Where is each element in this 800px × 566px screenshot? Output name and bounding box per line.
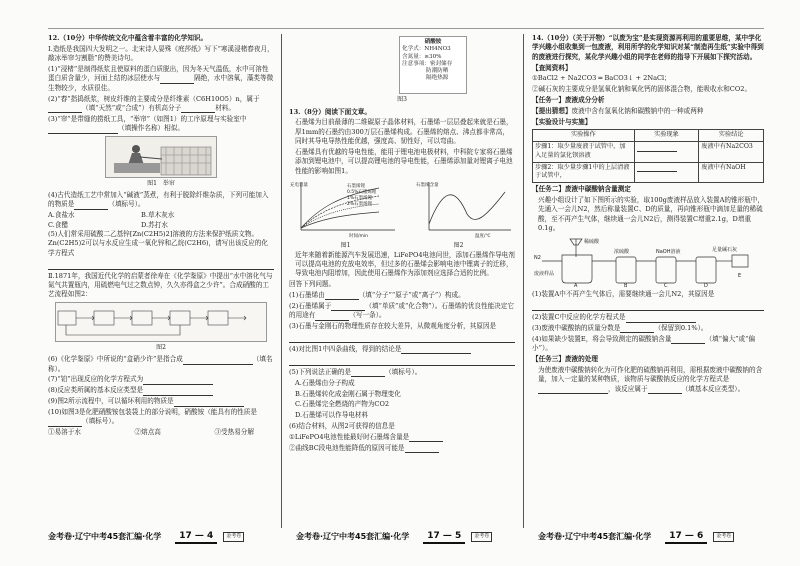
footer-page-number: 17 — 4 [175, 530, 217, 545]
task-2-title: 【任务二】废液中碳酸钠含量测定 [532, 185, 631, 194]
answer-blank[interactable] [74, 202, 108, 210]
figure-3-caption: 图3 [397, 96, 407, 103]
figure-2-flow-diagram [56, 303, 266, 341]
task-2-sub1: (1)装置A中不再产生气体后，需要继续通一会儿N2，其原因是 [532, 290, 715, 299]
footer-page-4 [48, 530, 244, 544]
figure-1-illustration [106, 137, 216, 177]
answer-blank[interactable] [174, 399, 244, 407]
q12-heading: 12.（10分）中华传统文化中蕴含着丰富的化学知识。 [48, 34, 208, 42]
fig3-line: 隔绝热源 [426, 75, 449, 82]
q13-heading: 13.（8分）阅读下面文章。 [289, 107, 371, 116]
option-c[interactable]: C.食醋 [48, 220, 69, 229]
fig3-line: 注意事项：密封储存 [402, 60, 453, 67]
option-b[interactable]: B.石墨烯转化成金刚石属于物理变化 [295, 389, 401, 398]
answer-line[interactable] [532, 301, 764, 311]
column-divider [523, 34, 524, 528]
label-sample: 废液样品 [534, 271, 555, 278]
q13-paragraph-1: 石墨烯为目前最薄的二维碳原子晶体材料，石墨烯一层层叠起来就是石墨，厚1mm的石墨约由300万层石墨烯构成。石墨烯的熔点、沸点都非常高，同时其导电导热性能优越，强度高、韧性好，可以弯曲。 [295, 118, 513, 146]
q12-sub10: (10)如图3是化肥硝酸铵包装袋上的部分说明，硝酸铵（能具有的性质是（填标号）。 [48, 408, 257, 426]
q12-sub3: (3)“帘”是带缝的捞纸工具，“举帘”（如图1）的工序原理与实验室中（填操作名称）相似。 [48, 114, 247, 133]
figure-3-fertilizer-label [399, 36, 467, 94]
answer-blank[interactable] [409, 434, 443, 442]
q13-sub1: (1)石墨烯由 （填“分子”“原子”或“离子”）构成。 [289, 290, 465, 299]
q13-charts [289, 178, 515, 240]
q13-sub3: (3)石墨与金刚石的物理性质存在较大差异，从微观角度分析，其原因是 [289, 322, 497, 331]
chart1-legend: 0.5%石墨烯锂 [347, 190, 377, 196]
experiment-table [532, 129, 764, 183]
chart1-legend: 石墨烯锂 [347, 184, 365, 190]
q13-sub2: (2)石墨烯属于 （填“单质”或“化合物”）。石墨烯的优良性能决定它的用途有 （写一条）。 [289, 301, 514, 320]
figure-2-process-flow [55, 302, 267, 342]
letter-a: A [574, 283, 578, 288]
footer-page-number: 17 — 5 [423, 530, 465, 545]
q12-sub1: (1)“浸楮”是制得纸浆且使原料的蛋白质脱出，因为冬天气温低，水中可溶性蛋白质含量少，河面上结的冰层使水与 隔绝，水中溶氧，藻类等微生物较少，水质很佳。 [48, 65, 274, 92]
footer-brand: 金考卷·辽宁中考45套汇编·化学 [48, 532, 162, 542]
answer-blank[interactable] [351, 369, 385, 377]
answer-blank[interactable] [48, 419, 82, 427]
label-n2: N2 [534, 255, 541, 262]
table-row [533, 162, 764, 183]
footer-page-5 [296, 530, 492, 544]
answer-blank[interactable] [620, 325, 654, 333]
option-b[interactable]: B.草木灰水 [141, 211, 175, 220]
task-2-sub4: (4)如果缺少装置E，将会导致测定的碳酸钠含量 （填“偏大”或“偏小”）。 [532, 334, 756, 353]
task-1-title: 【任务一】废液成分分析 [532, 96, 605, 105]
fig3-line: 化学式：NH4NO3 [402, 46, 451, 53]
design-title: 【实验设计与实施】 [532, 117, 592, 126]
q12-sub7: (7)“铂”出现反应的化学方程式为 [48, 375, 274, 384]
chart-1-caption: 图1 [340, 242, 351, 250]
fig3-line: 防潮防晒 [426, 68, 449, 75]
q13-chart-captions [289, 242, 515, 251]
q12-sub2: (2)“舂”指捣纸浆，树皮纤维的主要成分是纤维素（C6H10O5）n，属于（填“天然”或“合成”）有机高分子 材料。 [48, 94, 260, 113]
chart-2-performance-curve [415, 178, 515, 240]
answer-line[interactable] [289, 333, 515, 343]
letter-c: C [664, 283, 668, 288]
option-c[interactable]: C.石墨烯完全燃烧的产物为CO2 [295, 400, 390, 409]
task-2-sub3: (3)废液中碳酸钠的质量分数是 （保留到0.1%）。 [532, 324, 708, 333]
option-d[interactable]: D.石墨烯可以作导电材料 [295, 411, 369, 420]
answer-blank[interactable] [671, 336, 705, 344]
figure-2-caption: 图2 [156, 343, 166, 351]
footer-page-number: 17 — 6 [665, 530, 707, 545]
q12-sub9: (9)图2所示流程中，可以循环利用的物质是 [48, 397, 274, 406]
q12-sub5: (5)人们常采用硫酸二乙基锌[Zn(C2H5)2]溶液的方法来保护纸质文物。Zn(C2H5)2可以与水反应生成一氧化锌和乙烷(C2H6)，请写出该反应的化学方程式 [48, 230, 268, 257]
label-conc-acid: 浓硫酸 [614, 249, 630, 256]
table-header: 实验结论 [699, 130, 764, 142]
header-rule [48, 28, 764, 29]
q12-sub10-options [48, 428, 274, 437]
q13-sub6: (6)结合材料，从图2可获得的信息是 [289, 422, 395, 431]
label-soda-lime: 足量碱石灰 [712, 247, 738, 254]
column-question-14 [532, 34, 764, 528]
option-d[interactable]: D.苏打水 [141, 220, 168, 229]
q12-sub4: (4)古代造纸工艺中常加入“碱液”蒸煮，有利于脱除纤维杂质，下列可能加入的物质是 （填标号）。 [48, 191, 269, 209]
option-a[interactable]: A.食盐水 [48, 211, 75, 220]
label-dilute-acid: 稀硫酸 [584, 239, 600, 246]
answer-blank[interactable] [183, 357, 253, 365]
answer-blank[interactable] [401, 346, 471, 354]
label-naoh: NaOH溶液 [656, 249, 681, 256]
footer-logo: 金考卷 [713, 532, 734, 541]
footer-logo: 金考卷 [471, 532, 492, 541]
answer-blank[interactable] [181, 105, 215, 113]
answer-blank[interactable] [538, 386, 608, 394]
footer-brand: 金考卷·辽宁中考45套汇编·化学 [538, 532, 652, 542]
task-3-title: 【任务三】废液的处理 [532, 355, 598, 364]
chart1-xlabel: 时间/min [349, 234, 369, 240]
column-question-13 [289, 34, 515, 528]
chart2-xlabel: 温度/℃ [475, 234, 491, 240]
q12-part2-intro: Ⅱ.1871年，我国近代化学的启蒙者徐寿在《化学鉴原》中提出“水中溶化气与氮气共置瓶内，用硫燃电气过之数点钟，久久亦得盒之少许”。合成硝酸的工艺流程如图2： [48, 271, 273, 299]
q12-sub8: (8)反应类所属的基本反应类型是 [48, 386, 274, 395]
chart-1-capacity-curves [289, 178, 399, 240]
table-cell: 废液中有NaOH [699, 162, 764, 183]
answer-line[interactable] [289, 356, 515, 366]
q12-sub4-options [48, 211, 274, 230]
answer-blank[interactable] [648, 386, 682, 394]
answer-blank[interactable] [325, 292, 359, 300]
table-header: 实验现象 [634, 130, 699, 142]
reference-title: 【查阅资料】 [532, 63, 572, 72]
q14-heading: 14.（10分）（关于开物）“以废为宝”是实现资源再利用的重要思维，某中学化学兴趣小组收集到一包废液，利用所学的化学知识对某“制造再生纸”实验中得到的废液进行探究，某化学兴趣小组的同学在老师的指导下开展如下探究活动。 [532, 34, 764, 61]
letter-e: E [738, 273, 742, 280]
answer-blank[interactable] [405, 445, 439, 453]
fig3-line: 含氮量：≥30% [402, 53, 442, 60]
table-cell: 废液中有Na2CO3 [699, 142, 764, 163]
answer-blank[interactable] [315, 313, 349, 321]
answer-blank[interactable] [143, 377, 213, 385]
chart2-ylabel: 石墨烯含量 [416, 183, 439, 189]
chart1-legend: 2%石墨烯锂 [347, 202, 373, 208]
table-header: 实验操作 [533, 130, 635, 142]
q13-paragraph-2: 石墨烯具有优越的导电性能，能用于锂电池电极材料，中科院专家将石墨烯添加到锂电池中，可以提高锂电池的导电性能，石墨烯添加量对锂离子电池性能的影响如图1。 [295, 147, 513, 175]
task-3-text: 为使废液中碳酸钠转化为可作化肥的硫酸钠再利用，需根据废液中碳酸钠的含量，加入一定量的某种物质，该物质与碳酸钠反应的化学方程式是，该反应属于 （填基本反应类型）。 [538, 366, 763, 393]
table-cell-blank[interactable] [634, 162, 699, 183]
chart1-legend: 1%石墨烯锂 [347, 196, 373, 202]
figure-1-lifting-screen [105, 136, 217, 178]
footer-brand: 金考卷·辽宁中考45套汇编·化学 [296, 532, 410, 542]
letter-b: B [624, 283, 628, 288]
column-question-12 [48, 34, 274, 528]
q13-sub6b: ②曲线BC段电池性能降低的原因可能是 [289, 444, 515, 453]
q12-sub6: (6)《化学鉴原》中所说的“盒硝少许”是指合成 （填名称）。 [48, 355, 273, 373]
task-2-sub2: (2)装置C中反应的化学方程式是 [532, 313, 764, 322]
q13-sub5: (5)下列说法正确的是 （填标号）。 [289, 367, 422, 376]
chart-2-caption: 图2 [453, 242, 464, 250]
q13-sub6a: ①LiFePO4电池性能最好时石墨烯含量是 [289, 433, 515, 442]
column-divider [281, 34, 282, 528]
option-a[interactable]: A.石墨烯由分子构成 [295, 378, 355, 387]
table-cell-blank[interactable] [634, 142, 699, 163]
apparatus-diagram [532, 235, 762, 287]
footer-logo: 金考卷 [223, 532, 244, 541]
table-header-row [533, 130, 764, 142]
option-3[interactable]: ③受热易分解 [214, 428, 254, 437]
q13-sub4: (4)对比图1中四条曲线，得到的结论是 [289, 345, 515, 354]
answer-blank[interactable] [626, 315, 696, 323]
table-cell: 步骤2：取少量步骤1中的上层清液于试管中， [533, 162, 635, 183]
q12-part1-intro: Ⅰ.造纸是我国四大发明之一。北宋诗人晏殊《庭莎纸》写下“寒溪浸楮舂夜月，敲冰举帘匀割脂”的赞美诗句。 [48, 44, 274, 63]
fig3-title: 硝酸铵 [424, 39, 442, 45]
answer-line[interactable] [48, 260, 274, 270]
hypothesis: 【提出猜想】废液中含有氢氧化钠和碳酸钠中的一种或两种 [532, 107, 704, 116]
q13-paragraph-3: 近年来随着新能源汽车发展迅速，LiFePO4电池问世，添加石墨烯作导电剂可以提高电池的充放电效率，但过多的石墨烯会影响电池中锂离子的迁移，导致电池内阻增加，因此使用石墨烯作为添加剂应选择合适的比例。 [295, 250, 515, 278]
answer-blank[interactable] [331, 303, 365, 311]
answer-blank[interactable] [48, 126, 118, 134]
option-2[interactable]: ②熔点高 [134, 428, 161, 437]
reference-1: ①BaCl2 + Na2CO3 ═ BaCO3↓ + 2NaCl； [532, 74, 671, 83]
footer-page-6 [538, 530, 734, 544]
option-1[interactable]: ①易溶于水 [48, 428, 81, 437]
q13-instruction: 回答下列问题。 [289, 280, 336, 289]
table-cell: 步骤1：取少量废液于试管中，加入足量的氯化钡溶液 [533, 142, 635, 163]
chart1-ylabel: 充电容量 [290, 183, 308, 189]
table-row [533, 142, 764, 163]
answer-blank[interactable] [143, 388, 213, 396]
letter-d: D [704, 283, 708, 288]
answer-blank[interactable] [48, 105, 82, 113]
figure-1-caption: 图1 举帘 [147, 179, 175, 187]
answer-blank[interactable] [160, 76, 194, 84]
reference-2: ②碱石灰的主要成分是氢氧化钠和氧化钙的固体混合物，能吸收水和CO2。 [532, 85, 752, 94]
task-2-text: 兴趣小组设计了如下图所示的实验，取100g废液样品放入装置A的锥形瓶中，先通入一会儿N2，然后称量装置C、D的质量，再向锥形瓶中滴加足量的稀硫酸，至不再产生气体，继续通一会儿N2后，测得装置C增重2.1g，D增重0.1g。 [538, 196, 764, 233]
